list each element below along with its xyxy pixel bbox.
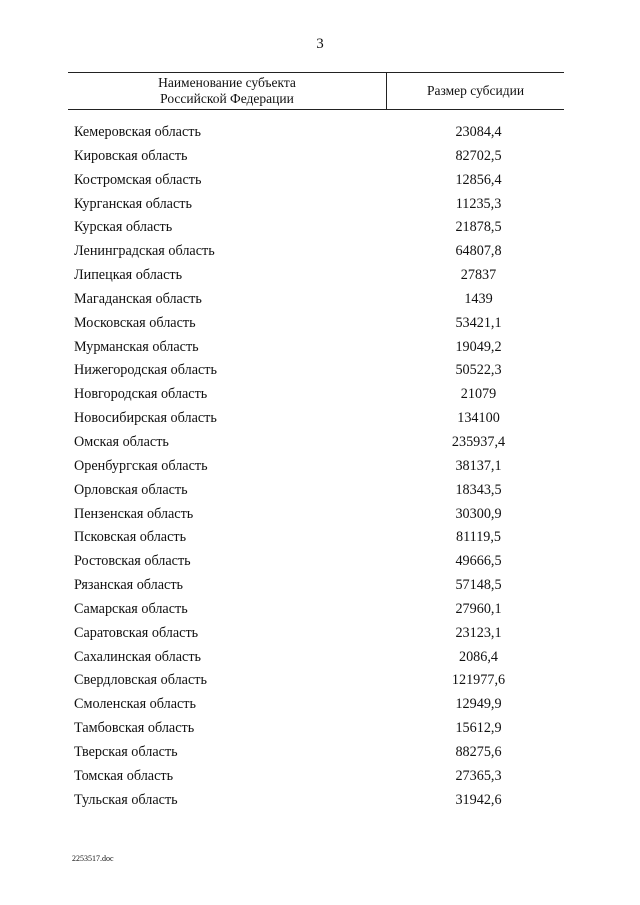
page-number: 3: [316, 36, 324, 52]
subsidy-value: 19049,2: [455, 338, 502, 355]
table-row: [0, 718, 640, 742]
table-row: [0, 742, 640, 766]
region-name: Свердловская область: [74, 672, 207, 689]
region-name: Тамбовская область: [74, 720, 195, 737]
region-name: Нижегородская область: [74, 362, 217, 379]
region-name: Саратовская область: [74, 624, 199, 641]
subsidy-value: 88275,6: [455, 743, 502, 760]
region-name: Сахалинская область: [74, 648, 202, 665]
table-row: [0, 194, 640, 218]
table-row: [0, 265, 640, 289]
subsidy-value: 21878,5: [455, 219, 502, 236]
subsidy-value: 134100: [457, 410, 500, 427]
table-row: [0, 217, 640, 241]
subsidy-value: 2086,4: [458, 648, 498, 665]
region-name: Томская область: [74, 767, 174, 784]
table-row: [0, 694, 640, 718]
subsidy-value: 18343,5: [455, 481, 502, 498]
header-region-name-line1: Наименование субъекта: [158, 75, 296, 90]
region-name: Пензенская область: [74, 505, 194, 522]
table-row: [0, 766, 640, 790]
region-name: Ростовская область: [74, 553, 191, 570]
subsidy-value: 82702,5: [455, 147, 502, 164]
subsidy-value: 27365,3: [455, 767, 502, 784]
subsidy-value: 50522,3: [455, 362, 502, 379]
table-row: [0, 289, 640, 313]
region-name: Тверская область: [74, 743, 178, 760]
table-row: [0, 575, 640, 599]
subsidy-value: 53421,1: [455, 314, 502, 331]
subsidy-value: 11235,3: [455, 195, 502, 212]
subsidy-value: 12949,9: [455, 696, 502, 713]
region-name: Омская область: [74, 433, 169, 450]
table-row: [0, 408, 640, 432]
subsidy-value: 15612,9: [455, 720, 502, 737]
table-row: [0, 146, 640, 170]
region-name: Смоленская область: [74, 696, 196, 713]
subsidy-value: 57148,5: [455, 577, 502, 594]
table-row: [0, 456, 640, 480]
region-name: Костромская область: [74, 171, 202, 188]
subsidy-value: 81119,5: [455, 529, 502, 546]
subsidy-value: 30300,9: [455, 505, 502, 522]
table-row: [0, 313, 640, 337]
subsidy-value: 21079: [460, 386, 497, 403]
table-header: [68, 72, 564, 110]
table-row: [0, 647, 640, 671]
subsidy-value: 27837: [460, 267, 497, 284]
region-name: Курганская область: [74, 195, 192, 212]
subsidy-value: 64807,8: [455, 243, 502, 260]
subsidy-value: 1439: [464, 290, 493, 307]
subsidy-value: 31942,6: [455, 791, 502, 808]
region-name: Тульская область: [74, 791, 178, 808]
subsidy-value: 23123,1: [455, 624, 502, 641]
subsidy-value: 121977,6: [451, 672, 506, 689]
region-name: Кемеровская область: [74, 124, 201, 140]
header-region-name-line2: Российской Федерации: [160, 91, 294, 106]
region-name: Липецкая область: [74, 267, 183, 284]
region-name: Новгородская область: [74, 386, 208, 403]
region-name: Мурманская область: [74, 338, 199, 355]
table-row: [0, 432, 640, 456]
region-name: Самарская область: [74, 600, 188, 617]
table-row: [0, 504, 640, 528]
region-name: Орловская область: [74, 481, 188, 498]
subsidy-value: 27960,1: [455, 600, 502, 617]
table-body: [0, 122, 640, 813]
table-row: [0, 623, 640, 647]
table-row: [0, 337, 640, 361]
table-row: [0, 480, 640, 504]
region-name: Московская область: [74, 314, 196, 331]
table-row: [0, 384, 640, 408]
table-row: [0, 527, 640, 551]
table-row: [0, 790, 640, 814]
subsidy-value: 49666,5: [455, 553, 502, 570]
region-name: Магаданская область: [74, 290, 202, 307]
table-row: [0, 241, 640, 265]
subsidy-value: 38137,1: [455, 457, 502, 474]
header-subsidy-amount: Размер субсидии: [426, 83, 525, 98]
region-name: Рязанская область: [74, 577, 184, 594]
table-row: [0, 170, 640, 194]
subsidy-value: 235937,4: [451, 433, 506, 450]
header-region-name: [68, 73, 387, 109]
table-row: [0, 122, 640, 146]
table-row: [0, 551, 640, 575]
table-row: [0, 599, 640, 623]
region-name: Новосибирская область: [74, 410, 217, 427]
table-row: [0, 670, 640, 694]
region-name: Ленинградская область: [74, 243, 215, 260]
document-code: 2253517.doc: [72, 854, 114, 863]
region-name: Курская область: [74, 219, 173, 236]
subsidy-value: 12856,4: [455, 171, 502, 188]
region-name: Оренбургская область: [74, 457, 208, 474]
subsidy-value: 23084,4: [455, 124, 502, 140]
table-row: [0, 360, 640, 384]
region-name: Псковская область: [74, 529, 187, 546]
region-name: Кировская область: [74, 147, 188, 164]
